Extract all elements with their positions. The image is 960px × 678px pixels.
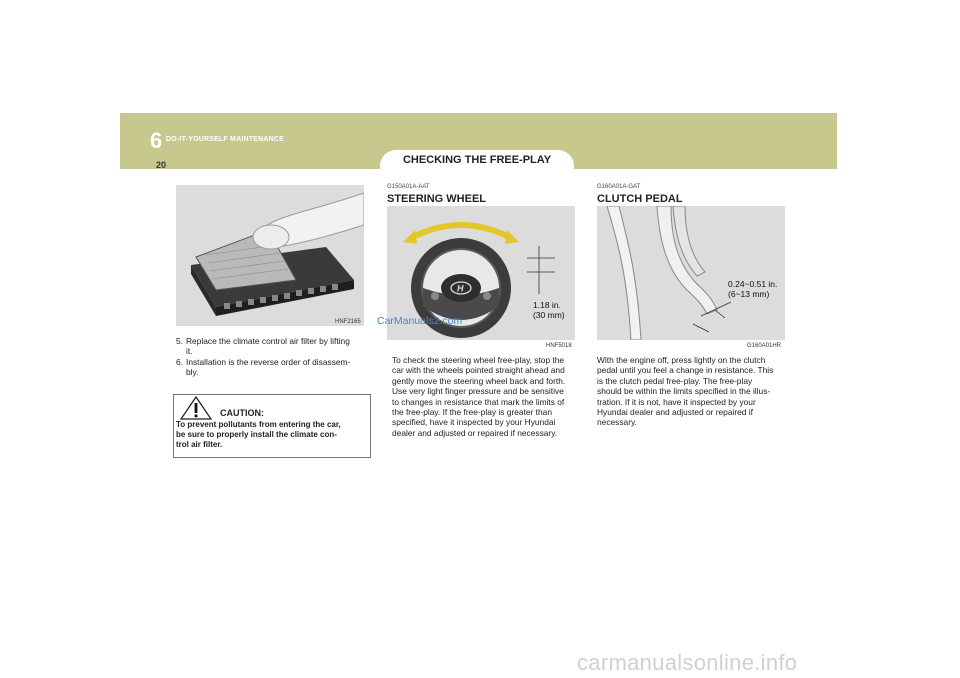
clutch-pedal-illustration <box>597 206 785 340</box>
page-number: 20 <box>156 160 167 170</box>
clutch-pedal-figure <box>597 206 785 340</box>
text-line: gently move the steering wheel back and forth. <box>392 375 566 386</box>
step-number: 6. <box>176 356 183 367</box>
text-line: dealer and adjusted or repaired if necessary. <box>392 427 558 438</box>
text-line: Use very light finger pressure and be sensitive <box>392 386 564 397</box>
caution-line: To prevent pollutants from entering the car, <box>176 420 341 429</box>
text-line: should be within the limits specified in the illus- <box>597 386 771 397</box>
text-line: is the clutch pedal free-play. The free-play <box>597 375 753 386</box>
dimension-label <box>728 279 777 299</box>
step-number: 5. <box>176 336 183 346</box>
caution-text <box>176 420 366 450</box>
text-line: to changes in resistance that mark the limits of <box>392 396 565 407</box>
list-item <box>176 357 368 378</box>
text-line: necessary. <box>597 417 637 428</box>
section-heading: CLUTCH PEDAL <box>597 193 683 205</box>
chapter-title: DO-IT-YOURSELF MAINTENANCE <box>166 136 284 143</box>
air-filter-figure <box>176 185 364 326</box>
caution-line: trol air filter. <box>176 440 223 449</box>
section-heading: STEERING WHEEL <box>387 193 487 205</box>
figure-code: HNF2165 <box>335 319 361 325</box>
section-code: G150A01A-AAT <box>387 184 430 190</box>
text-line: pedal until you feel a change in resistance. This <box>597 365 774 376</box>
dimension-mm: (6~13 mm) <box>728 289 770 299</box>
clutch-body-text <box>597 355 785 428</box>
figure-code: HNF5018 <box>546 343 572 349</box>
text-line: To check the steering wheel free-play, stop the <box>392 355 565 365</box>
list-item <box>176 336 368 357</box>
text-line: With the engine off, press lightly on the clutch <box>597 355 766 365</box>
chapter-number: 6 <box>150 128 163 153</box>
steering-body-text <box>387 355 575 438</box>
text-line: tration. If it is not, have it inspected by your <box>597 396 756 407</box>
step-text: it. <box>186 346 193 357</box>
dimension-mm: (30 mm) <box>533 310 565 320</box>
section-code: G160A01A-GAT <box>597 184 641 190</box>
air-filter-illustration <box>176 185 364 326</box>
figure-code: G160A01HR <box>747 343 782 349</box>
step-text: bly. <box>186 367 199 378</box>
text-line: car with the wheels pointed straight ahead and <box>392 365 565 376</box>
dimension-label <box>533 300 565 320</box>
text-line: specified, have it inspected by your Hyundai <box>392 417 556 428</box>
dimension-inches: 1.18 in. <box>533 300 561 310</box>
caution-title: CAUTION: <box>220 408 264 418</box>
text-line: the free-play. If the free-play is greater than <box>392 407 552 418</box>
svg-text:H: H <box>457 283 464 294</box>
steps-list <box>176 336 368 378</box>
caution-line: be sure to properly install the climate con- <box>176 430 337 439</box>
step-text: Replace the climate control air filter by lifting <box>186 336 350 346</box>
dimension-inches: 0.24~0.51 in. <box>728 279 778 289</box>
section-title: CHECKING THE FREE-PLAY <box>402 154 552 166</box>
footer-watermark: carmanualsonline.info <box>577 650 798 675</box>
step-text: Installation is the reverse order of disassem- <box>186 356 351 367</box>
text-line: Hyundai dealer and adjusted or repaired if <box>597 407 753 418</box>
warning-triangle-icon <box>180 396 212 420</box>
watermark: CarManuals2.com <box>377 315 463 327</box>
